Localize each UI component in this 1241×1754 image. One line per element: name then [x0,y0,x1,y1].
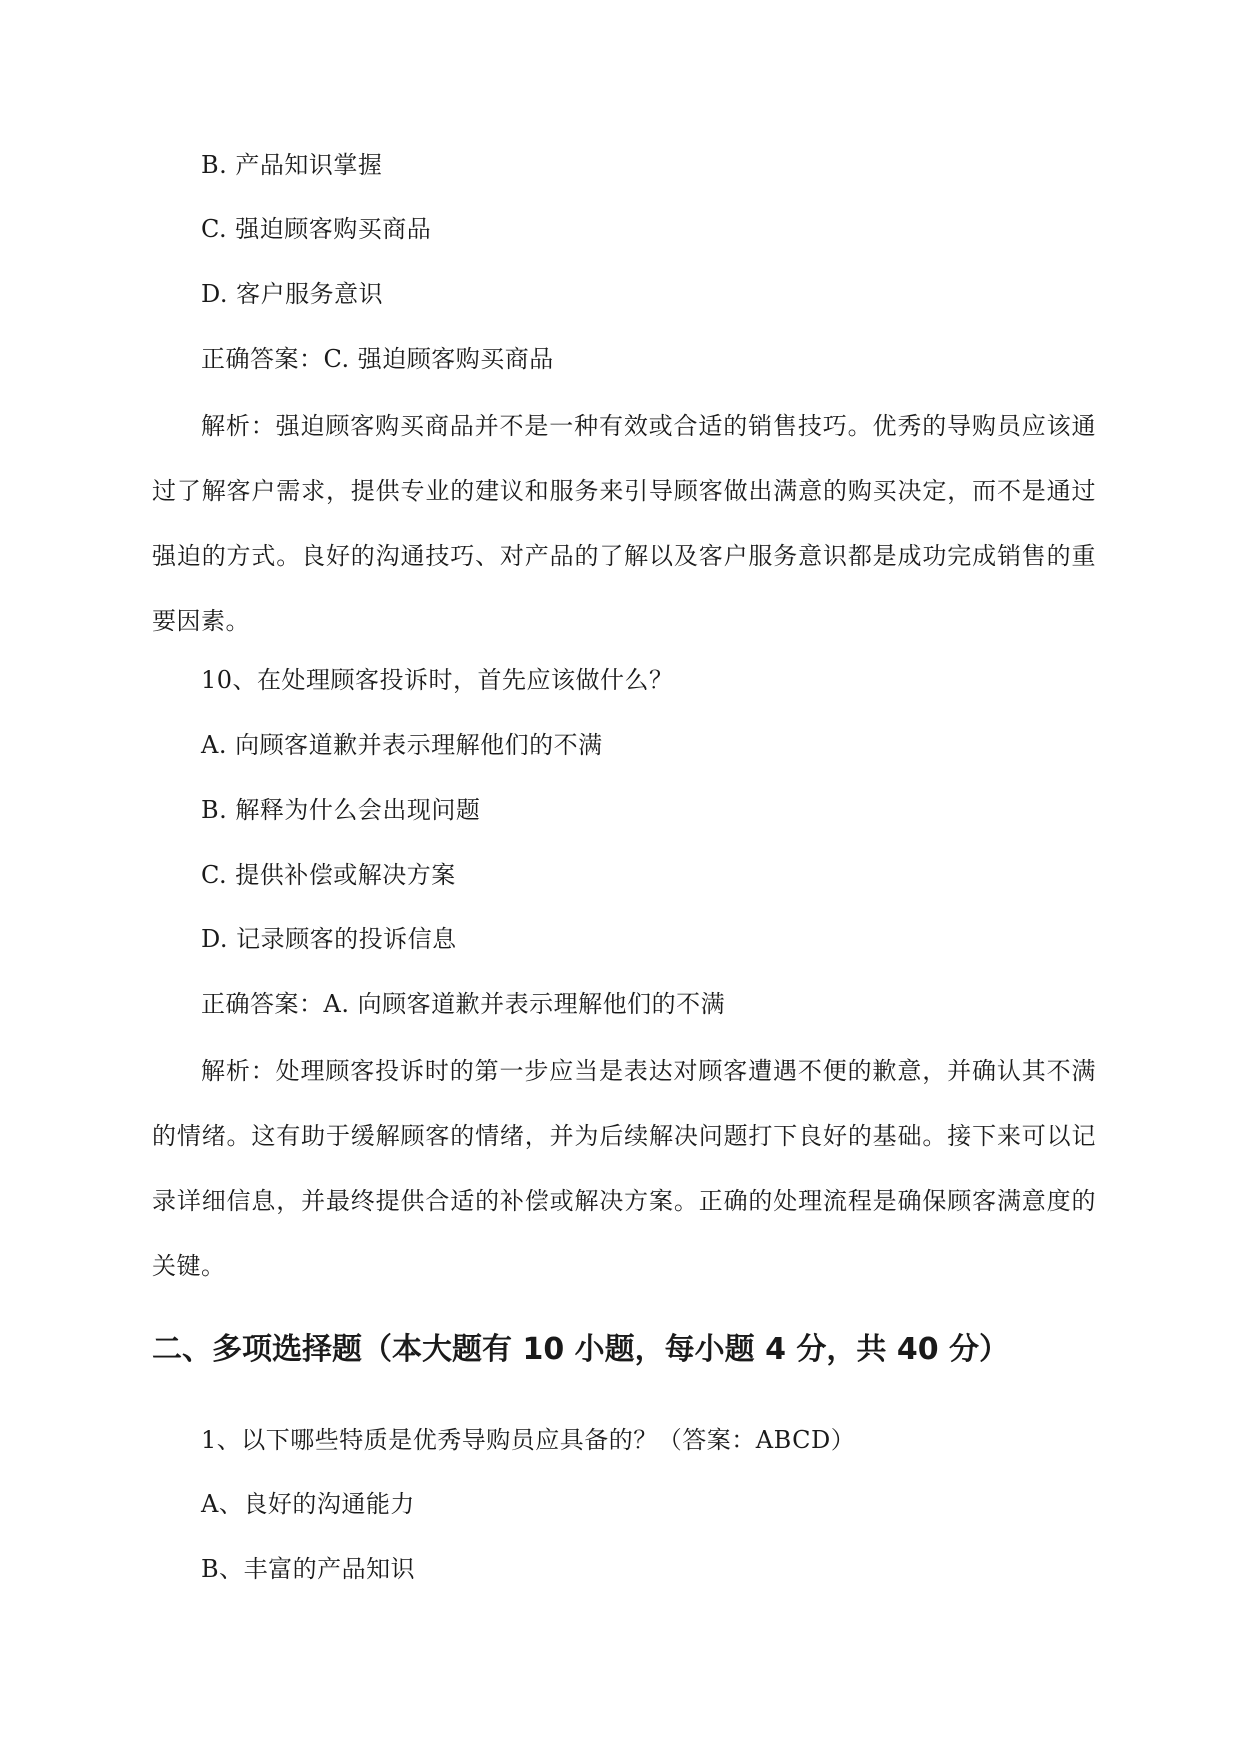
q9-option-c: C. 强迫顾客购买商品 [201,215,432,243]
mq1-question: 1、以下哪些特质是优秀导购员应具备的？（答案：ABCD） [201,1426,856,1454]
q9-answer: 正确答案：C. 强迫顾客购买商品 [201,345,554,373]
mq1-option-a: A、良好的沟通能力 [201,1490,415,1518]
mq1-option-b: B、丰富的产品知识 [201,1555,416,1583]
q10-option-b: B. 解释为什么会出现问题 [201,796,481,824]
q9-analysis: 解析：强迫顾客购买商品并不是一种有效或合适的销售技巧。优秀的导购员应该通过了解客户需求，提供专业的建议和服务来引导顾客做出满意的购买决定，而不是通过强迫的方式。良好的沟通技巧、对产品的了解以及客户服务意识都是成功完成销售的重要因素。 [152,412,1096,635]
q9-option-b: B. 产品知识掌握 [201,151,383,179]
q10-option-a: A. 向顾客道歉并表示理解他们的不满 [201,731,603,759]
q10-option-d: D. 记录顾客的投诉信息 [201,925,457,953]
q9-option-d: D. 客户服务意识 [201,280,384,308]
q10-question: 10、在处理顾客投诉时，首先应该做什么？ [201,666,674,694]
section-heading: 二、多项选择题（本大题有 10 小题，每小题 4 分，共 40 分） [152,1332,1010,1367]
q10-option-c: C. 提供补偿或解决方案 [201,861,456,889]
q10-analysis: 解析：处理顾客投诉时的第一步应当是表达对顾客遭遇不便的歉意，并确认其不满的情绪。这有助于缓解顾客的情绪，并为后续解决问题打下良好的基础。接下来可以记录详细信息，并最终提供合适的补偿或解决方案。正确的处理流程是确保顾客满意度的关键。 [152,1057,1096,1280]
q10-answer: 正确答案：A. 向顾客道歉并表示理解他们的不满 [201,990,726,1018]
